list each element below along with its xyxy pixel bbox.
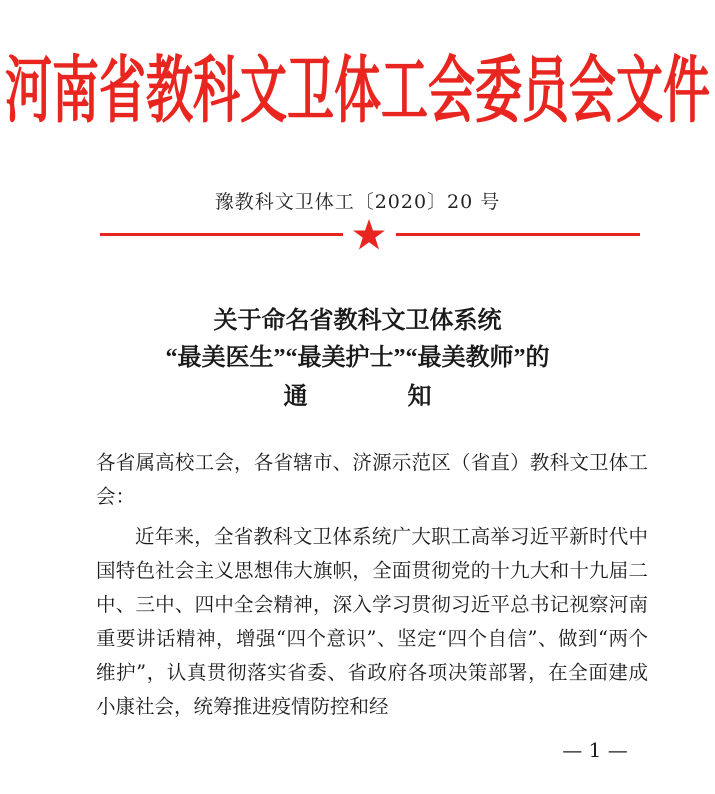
issuing-authority-title: 河南省教科文卫体工会委员会文件 [5,48,710,134]
notice-title-line-2: “最美医生”“最美护士”“最美教师”的 [165,345,550,371]
notice-title [0,303,715,416]
notice-title-char-tong: 通 [283,384,308,410]
notice-title-char-zhi: 知 [407,384,432,410]
body-paragraph: 近年来，全省教科文卫体系统广大职工高举习近平新时代中国特色社会主义思想伟大旗帜，全面贯彻党的十九大和十九届二中、三中、四中全会精神，深入学习贯彻习近平总书记视察河南重要讲话精神，增强“四个意识”、坚定“四个自信”、做到“两个维护”，认真贯彻落实省委、省政府各项决策部署，在全面建成小康社会，统筹推进疫情防控和经 [96,525,648,718]
document-body [96,446,648,724]
document-number: 豫教科文卫体工〔2020〕20 号 [214,191,501,213]
star-shape [353,219,385,250]
notice-title-line-1: 关于命名省教科文卫体系统 [213,308,502,334]
addressee: 各省属高校工会，各省辖市、济源示范区（省直）教科文卫体工会： [96,451,648,508]
notice-title-line-3 [0,379,715,416]
document-header [0,42,715,142]
red-separator-right [396,233,640,236]
page-number: — 1 — [562,738,628,762]
star-icon [352,218,386,252]
red-separator-left [100,233,343,236]
